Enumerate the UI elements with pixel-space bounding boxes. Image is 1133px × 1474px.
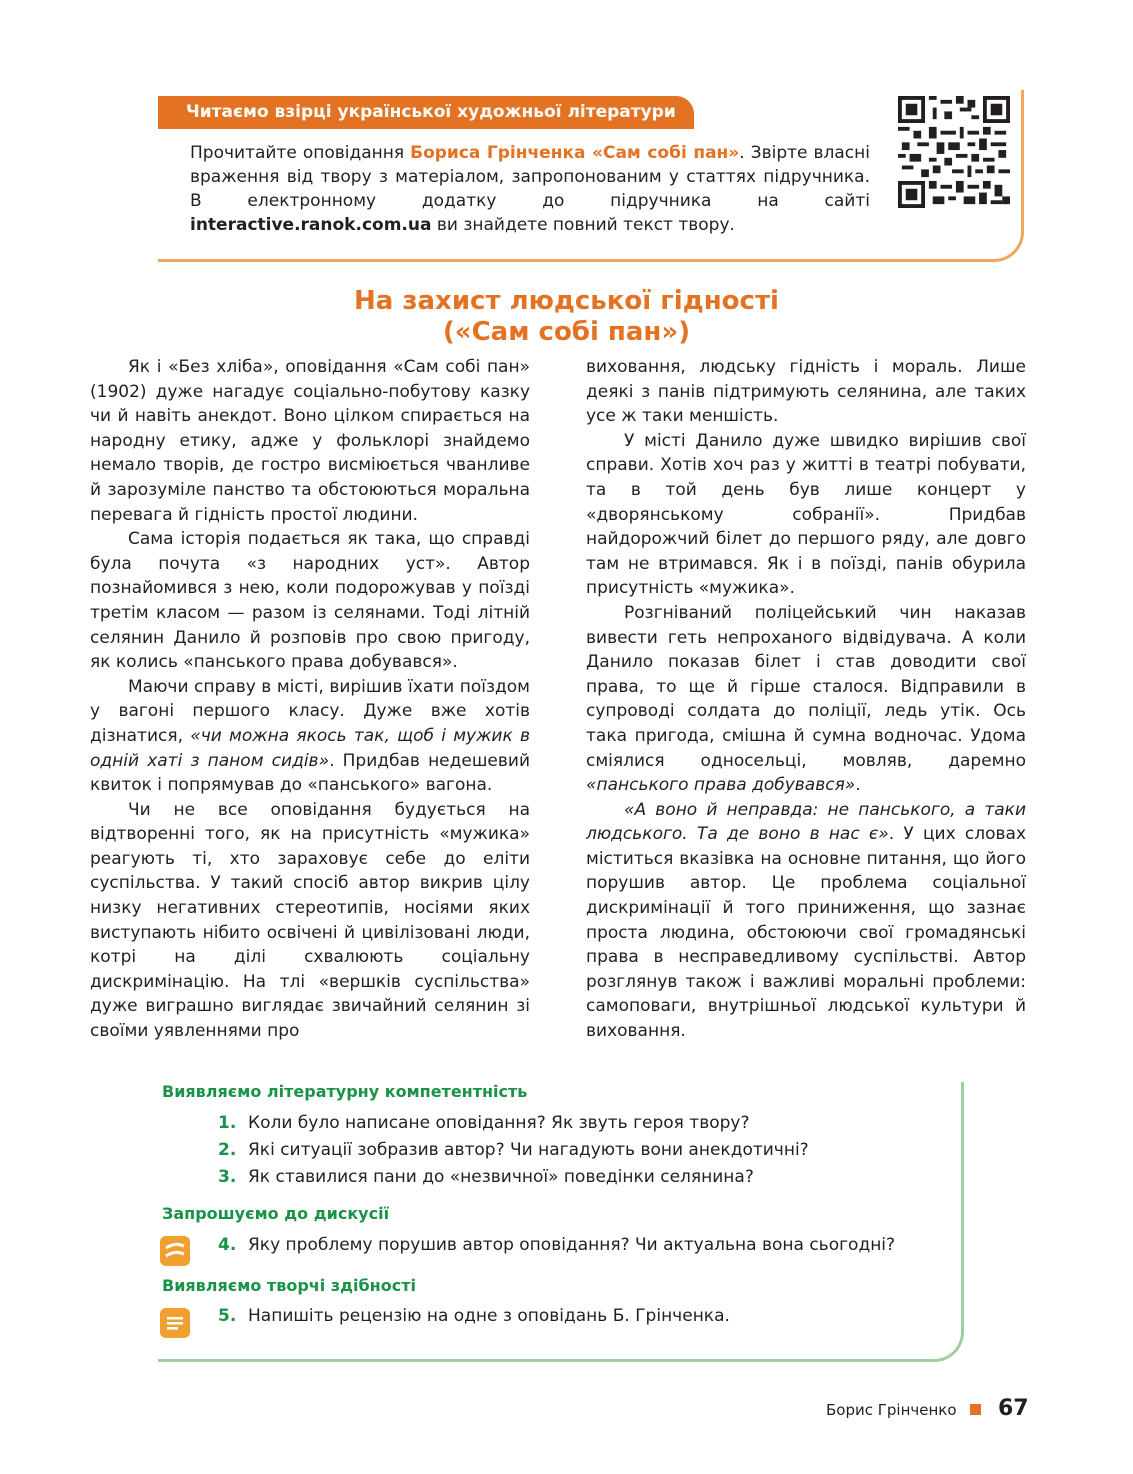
- task-number: 5.: [218, 1306, 237, 1326]
- paragraph-text: . Придбав недешевий квиток і попрямував до «панського» вагона.: [90, 750, 530, 796]
- task-number: 2.: [218, 1140, 237, 1160]
- quote: «чи можна якось так, щоб і мужик в одній хаті з паном сидів»: [90, 725, 530, 771]
- task-text: Коли було написане оповідання? Як звуть героя твору?: [248, 1113, 750, 1133]
- article-title: [190, 286, 943, 348]
- paragraph: [90, 675, 530, 798]
- paragraph: [586, 798, 1026, 1044]
- paragraph: Сама історія подається як така, що справді була почута «з народних уст». Автор познайомився з нею, коли подорожував у поїзді третім класом — разом із селянами. Тоді літній селянин Данило й розповів про свою пригоду, як колись «панського права добувався».: [90, 529, 530, 673]
- intro-mid: . Звірте власні враження від твору з матеріалом, запропонованим у статтях підручника. В електронному додатку до підручника на сайті: [190, 143, 870, 211]
- discussion-icon: [160, 1236, 190, 1266]
- task-heading-competence: Виявляємо літературну компетентність: [162, 1082, 528, 1101]
- intro-suffix: ви знайдете повний текст твору.: [431, 215, 735, 235]
- paragraph-text: Маючи справу в місті, вирішив їхати поїздом у вагоні першого класу. Дуже вже хотів дізнатися,: [90, 676, 530, 746]
- task-text: Як ставилися пани до «незвичної» поведінки селянина?: [248, 1167, 754, 1187]
- paragraph: У місті Данило дуже швидко вирішив свої справи. Хотів хоч раз у житті в театрі побувати, та в той день був лише концерт у «дворянському собранії». Придбав найдорожчий білет до першого ряду, але довго там не втримався. Як і в поїзді, панів обурила присутність «мужика».: [586, 430, 1026, 599]
- task-text: Напишіть рецензію на одне з оповідань Б. Грінченка.: [248, 1306, 730, 1326]
- task-text: Яку проблему порушив автор оповідання? Чи актуальна вона сьогодні?: [248, 1235, 896, 1255]
- paragraph: Чи не все оповідання будується на відтворенні того, як на присутність «мужика» реагують ті, хто зараховує себе до еліти суспільства. У такий спосіб автор викрив цілу низку негативних стереотипів, носіями яких виступають нібито освічені й цивілізовані люди, котрі на ділі схвалюють соціальну дискримінацію. На тлі «вершків суспільства» дуже виграшно виглядає звичайний селянин зі своїми уявленнями про: [90, 799, 530, 1042]
- task-item: [218, 1139, 809, 1161]
- paragraph: [586, 601, 1026, 798]
- article-title-line2: («Сам собі пан»): [442, 317, 691, 347]
- footer-author: Борис Грінченко: [826, 1401, 957, 1419]
- task-heading-creative: Виявляємо творчі здібності: [162, 1276, 416, 1295]
- paragraph-text: . У цих словах міститься вказівка на основне питання, що його порушив автор. Це проблема соціальної дискримінації й того приниження, що зазнає проста людина, обстоюючи свої громадянські права в несправедливому суспільстві. Автор розглянув також і важливі моральні проблеми: самоповаги, внутрішньої людської культури й виховання.: [586, 824, 1027, 1042]
- reading-intro: [190, 141, 870, 237]
- intro-prefix: Прочитайте оповідання: [190, 143, 411, 163]
- task-item: [218, 1166, 754, 1188]
- task-number: 1.: [218, 1113, 237, 1133]
- article-left-column: [90, 355, 530, 1044]
- task-number: 4.: [218, 1235, 237, 1255]
- paragraph: виховання, людську гідність і мораль. Лише деякі з панів підтримують селянина, але таких усе ж таки меншість.: [586, 357, 1026, 427]
- task-item: [218, 1234, 895, 1256]
- paragraph-text: Розгніваний поліцейський чин наказав вивести геть непроханого відвідувача. А коли Данило показав білет і став доводити свої права, то ще й гірше сталося. Відправили в супроводі солдата до поліції, ледь утік. Ось така пригода, смішна й сумна водночас. Удома сміялися односельці, мовляв, даремно: [586, 602, 1026, 771]
- article-right-column: [586, 355, 1026, 1044]
- notes-icon: [160, 1308, 190, 1338]
- task-item: [218, 1305, 730, 1327]
- task-item: [218, 1112, 750, 1134]
- footer-bullet: [970, 1404, 981, 1415]
- quote: «А воно й неправда: не панського, а таки людського. Та де воно в нас є»: [586, 799, 1026, 845]
- task-heading-discussion: Запрошуємо до дискусії: [162, 1204, 390, 1223]
- intro-work: Бориса Грінченка «Сам собі пан»: [410, 143, 740, 163]
- quote: «панського права добувався»: [586, 775, 856, 796]
- paragraph-text: .: [855, 775, 861, 796]
- reading-banner: Читаємо взірці української художньої літератури: [158, 96, 694, 129]
- qr-code-icon[interactable]: [898, 96, 1010, 208]
- paragraph: Як і «Без хліба», оповідання «Сам собі пан» (1902) дуже нагадує соціально-побутову казку чи й навіть анекдот. Воно цілком спирається на народну етику, адже у фольклорі знайдемо немало творів, де гостро висміюється чванливе й зарозуміле панство та обстоюються моральна перевага й гідність простої людини.: [90, 357, 530, 525]
- task-text: Які ситуації зобразив автор? Чи нагадують вони анекдотичні?: [248, 1140, 809, 1160]
- intro-site-link[interactable]: interactive.ranok.com.ua: [190, 215, 432, 235]
- article-title-line1: На захист людської гідності: [354, 286, 779, 316]
- task-number: 3.: [218, 1167, 237, 1187]
- page-number: 67: [998, 1396, 1029, 1421]
